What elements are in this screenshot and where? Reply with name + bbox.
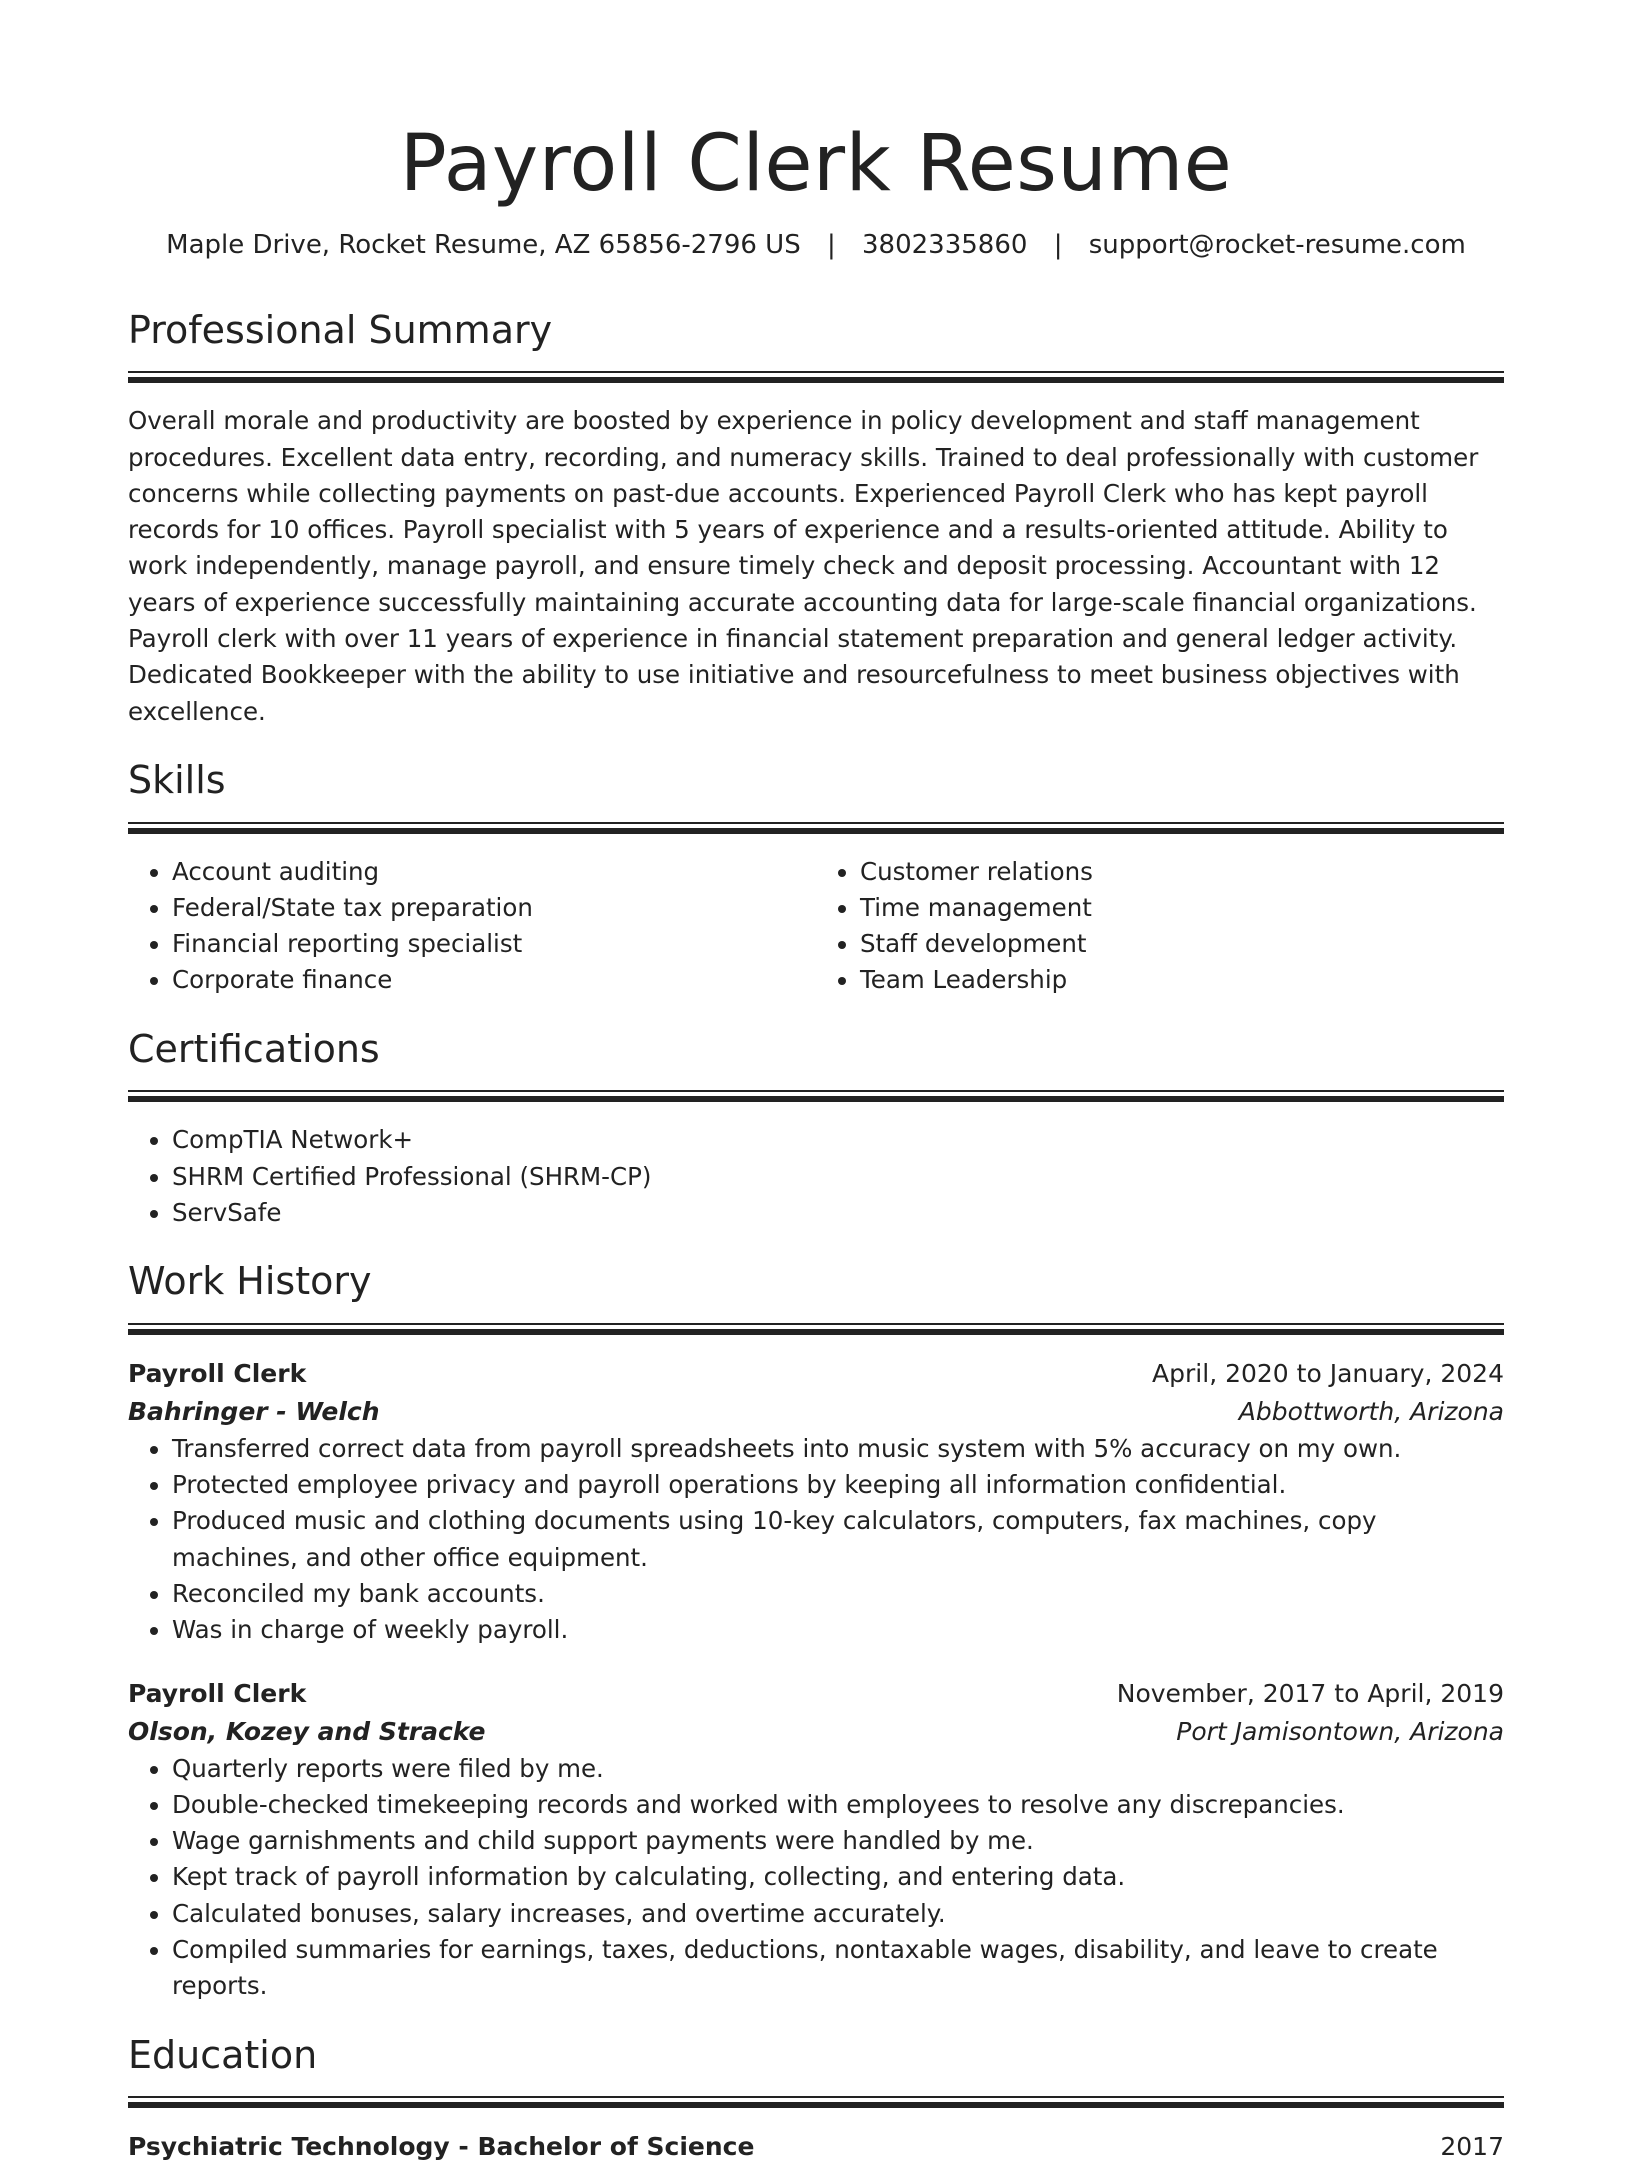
job-bullets [128, 1751, 1504, 2005]
education-degree: Psychiatric Technology - Bachelor of Science [128, 2132, 755, 2162]
certification-item: • ServSafe [172, 1195, 1504, 1231]
resume-title: Payroll Clerk Resume [399, 119, 1233, 209]
job-title: Payroll Clerk [128, 1358, 307, 1388]
job-bullet: • Calculated bonuses, salary increases, and overtime accurately. [172, 1896, 1504, 1932]
job-bullet: • Double-checked timekeeping records and worked with employees to resolve any discrepancies. [172, 1787, 1504, 1823]
section-title: Skills [128, 757, 226, 802]
contact-separator: | [826, 229, 836, 260]
job-subheader [128, 1393, 1504, 1431]
job-bullet: • Compiled summaries for earnings, taxes, deductions, nontaxable wages, disability, and leave to create reports. [172, 1932, 1504, 2005]
certifications-section [128, 1027, 1504, 1231]
section-title: Certifications [128, 1026, 380, 1071]
work-history-section [128, 1259, 1504, 2004]
job-company: Olson, Kozey and Stracke [128, 1716, 486, 1746]
job-header [128, 1355, 1504, 1393]
job-location: Port Jamisontown, Arizona [1176, 1716, 1504, 1746]
job-bullet: • Quarterly reports were filed by me. [172, 1751, 1504, 1787]
skill-item: • Federal/State tax preparation [172, 890, 816, 926]
job-entry [128, 1355, 1504, 1649]
job-bullet: • Wage garnishments and child support payments were handled by me. [172, 1823, 1504, 1859]
section-divider [128, 371, 1504, 383]
contact-email: support@rocket-resume.com [1088, 229, 1466, 260]
contact-line [128, 230, 1504, 260]
education-entry [128, 2128, 1504, 2166]
job-bullet: • Reconciled my bank accounts. [172, 1576, 1504, 1612]
skill-item: • Customer relations [860, 854, 1504, 890]
job-dates: April, 2020 to January, 2024 [1152, 1358, 1504, 1388]
job-title: Payroll Clerk [128, 1678, 307, 1708]
education-year: 2017 [1440, 2132, 1504, 2162]
job-subheader [128, 1713, 1504, 1751]
skill-item: • Time management [860, 890, 1504, 926]
job-bullet: • Produced music and clothing documents using 10-key calculators, computers, fax machines, copy machines, and other office equipment. [172, 1503, 1504, 1576]
section-title: Work History [128, 1259, 372, 1304]
summary-text: Overall morale and productivity are boosted by experience in policy development and staff management procedures. Excellent data entry, recording, and numeracy skills. Trained to deal professionally with customer concerns while collecting payments on past-due accounts. Experienced Payroll Clerk who has kept payroll records for 10 offices. Payroll specialist with 5 years of experience and a results-oriented attitude. Ability to work independently, manage payroll, and ensure timely check and deposit processing. Accountant with 12 years of experience successfully maintaining accurate accounting data for large-scale financial organizations. Payroll clerk with over 11 years of experience in financial statement preparation and general ledger activity. Dedicated Bookkeeper with the ability to use initiative and resourcefulness to meet business objectives with excellence. [128, 406, 1479, 726]
skills-grid [128, 854, 1504, 999]
job-header [128, 1675, 1504, 1713]
skill-item: • Team Leadership [860, 962, 1504, 998]
skill-item: • Corporate finance [172, 962, 816, 998]
section-divider [128, 1323, 1504, 1335]
section-title: Education [128, 2032, 318, 2077]
certification-item: • SHRM Certified Professional (SHRM-CP) [172, 1159, 1504, 1195]
certification-item: • CompTIA Network+ [172, 1122, 1504, 1158]
contact-separator: | [1053, 229, 1063, 260]
skill-item: • Financial reporting specialist [172, 926, 816, 962]
job-dates: November, 2017 to April, 2019 [1116, 1678, 1504, 1708]
job-location: Abbottworth, Arizona [1238, 1396, 1504, 1426]
contact-address: Maple Drive, Rocket Resume, AZ 65856-2796 US [166, 229, 801, 260]
certifications-list [128, 1122, 1504, 1231]
skills-list-left [128, 854, 816, 999]
contact-phone: 3802335860 [862, 229, 1028, 260]
job-bullets [128, 1431, 1504, 1649]
job-company: Bahringer - Welch [128, 1396, 380, 1426]
summary-section [128, 308, 1504, 730]
job-bullet: • Protected employee privacy and payroll operations by keeping all information confidential. [172, 1467, 1504, 1503]
job-entry [128, 1675, 1504, 2005]
section-divider [128, 822, 1504, 834]
job-bullet: • Kept track of payroll information by calculating, collecting, and entering data. [172, 1859, 1504, 1895]
skill-item: • Account auditing [172, 854, 816, 890]
section-divider [128, 1090, 1504, 1102]
skills-list-right [816, 854, 1504, 999]
education-section [128, 2033, 1504, 2166]
job-bullet: • Was in charge of weekly payroll. [172, 1612, 1504, 1648]
job-bullet: • Transferred correct data from payroll spreadsheets into music system with 5% accuracy on my own. [172, 1431, 1504, 1467]
section-title: Professional Summary [128, 307, 553, 352]
section-divider [128, 2096, 1504, 2108]
skills-section [128, 758, 1504, 999]
skill-item: • Staff development [860, 926, 1504, 962]
